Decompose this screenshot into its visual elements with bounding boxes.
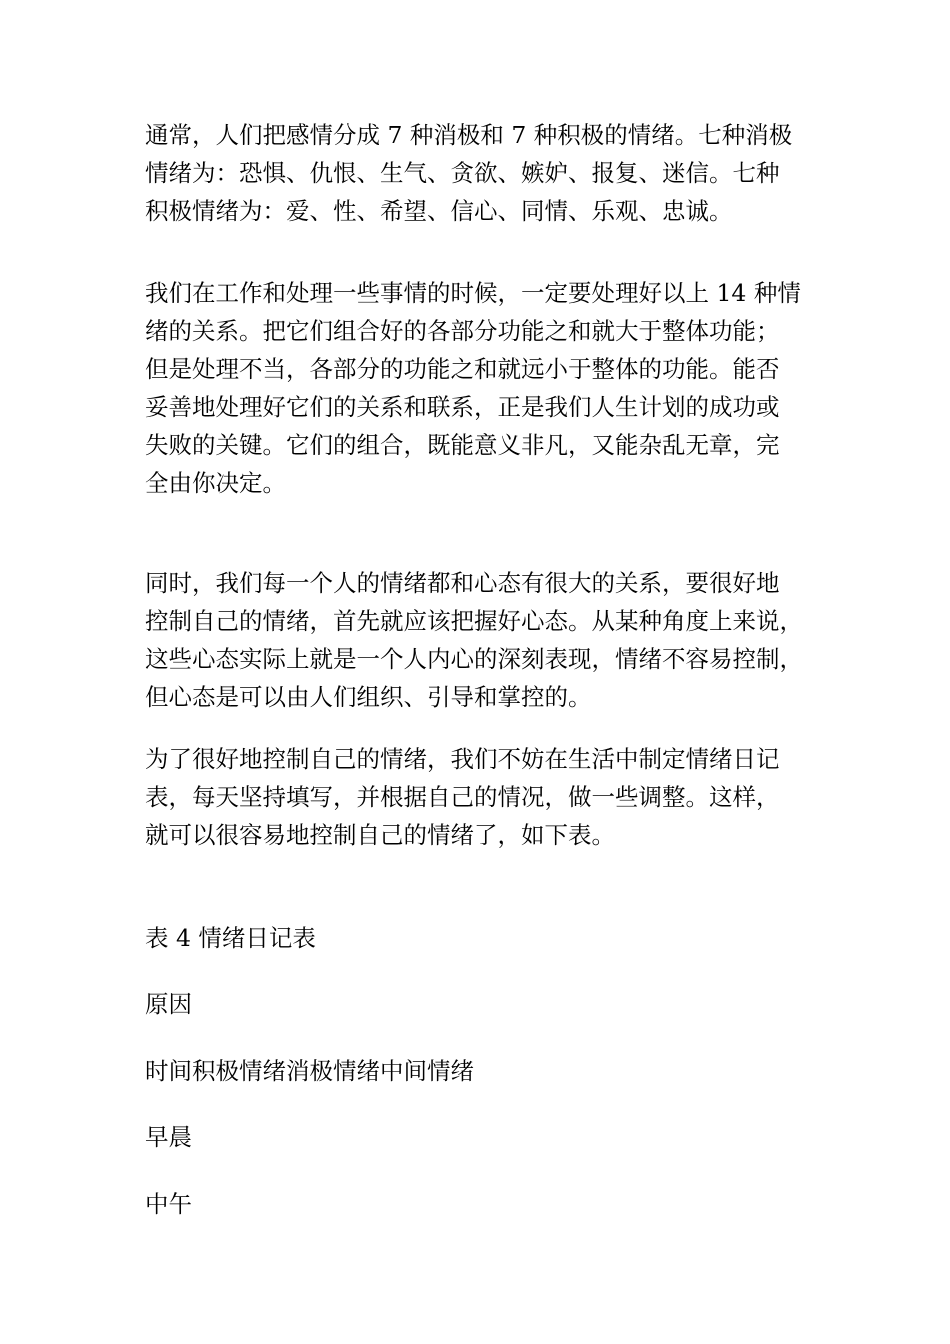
text-line: 就可以很容易地控制自己的情绪了，如下表。 xyxy=(145,821,615,849)
text-line: 积极情绪为：爱、性、希望、信心、同情、乐观、忠诚。 xyxy=(145,197,733,225)
table-row-header: 时间积极情绪消极情绪中间情绪 xyxy=(145,1057,474,1085)
table-row-reason: 原因 xyxy=(145,990,192,1018)
text-line: 绪的关系。把它们组合好的各部分功能之和就大于整体功能； xyxy=(145,317,780,345)
paragraph-mindset xyxy=(145,564,810,716)
text-line: 为了很好地控制自己的情绪，我们不妨在生活中制定情绪日记 xyxy=(145,745,780,773)
text-line: 控制自己的情绪，首先就应该把握好心态。从某种角度上来说， xyxy=(145,607,803,635)
text-line: 但心态是可以由人们组织、引导和掌控的。 xyxy=(145,683,592,711)
table-caption: 表 4 情绪日记表 xyxy=(145,924,316,952)
paragraph-emotion-diary xyxy=(145,740,810,854)
text-line: 情绪为：恐惧、仇恨、生气、贪欲、嫉妒、报复、迷信。七种 xyxy=(145,159,780,187)
text-line: 通常，人们把感情分成 7 种消极和 7 种积极的情绪。七种消极 xyxy=(145,121,793,149)
text-line: 我们在工作和处理一些事情的时候，一定要处理好以上 14 种情 xyxy=(145,279,801,307)
text-line: 全由你决定。 xyxy=(145,469,286,497)
text-line: 同时，我们每一个人的情绪都和心态有很大的关系，要很好地 xyxy=(145,569,780,597)
paragraph-emotion-relationship xyxy=(145,274,810,502)
text-line: 表，每天坚持填写，并根据自己的情况，做一些调整。这样， xyxy=(145,783,780,811)
text-line: 失败的关键。它们的组合，既能意义非凡，又能杂乱无章，完 xyxy=(145,431,780,459)
text-line: 这些心态实际上就是一个人内心的深刻表现，情绪不容易控制， xyxy=(145,645,803,673)
table-row-noon: 中午 xyxy=(145,1190,192,1218)
text-line: 但是处理不当，各部分的功能之和就远小于整体的功能。能否 xyxy=(145,355,780,383)
table-row-morning: 早晨 xyxy=(145,1123,192,1151)
paragraph-emotion-types xyxy=(145,116,810,230)
text-line: 妥善地处理好它们的关系和联系，正是我们人生计划的成功或 xyxy=(145,393,780,421)
